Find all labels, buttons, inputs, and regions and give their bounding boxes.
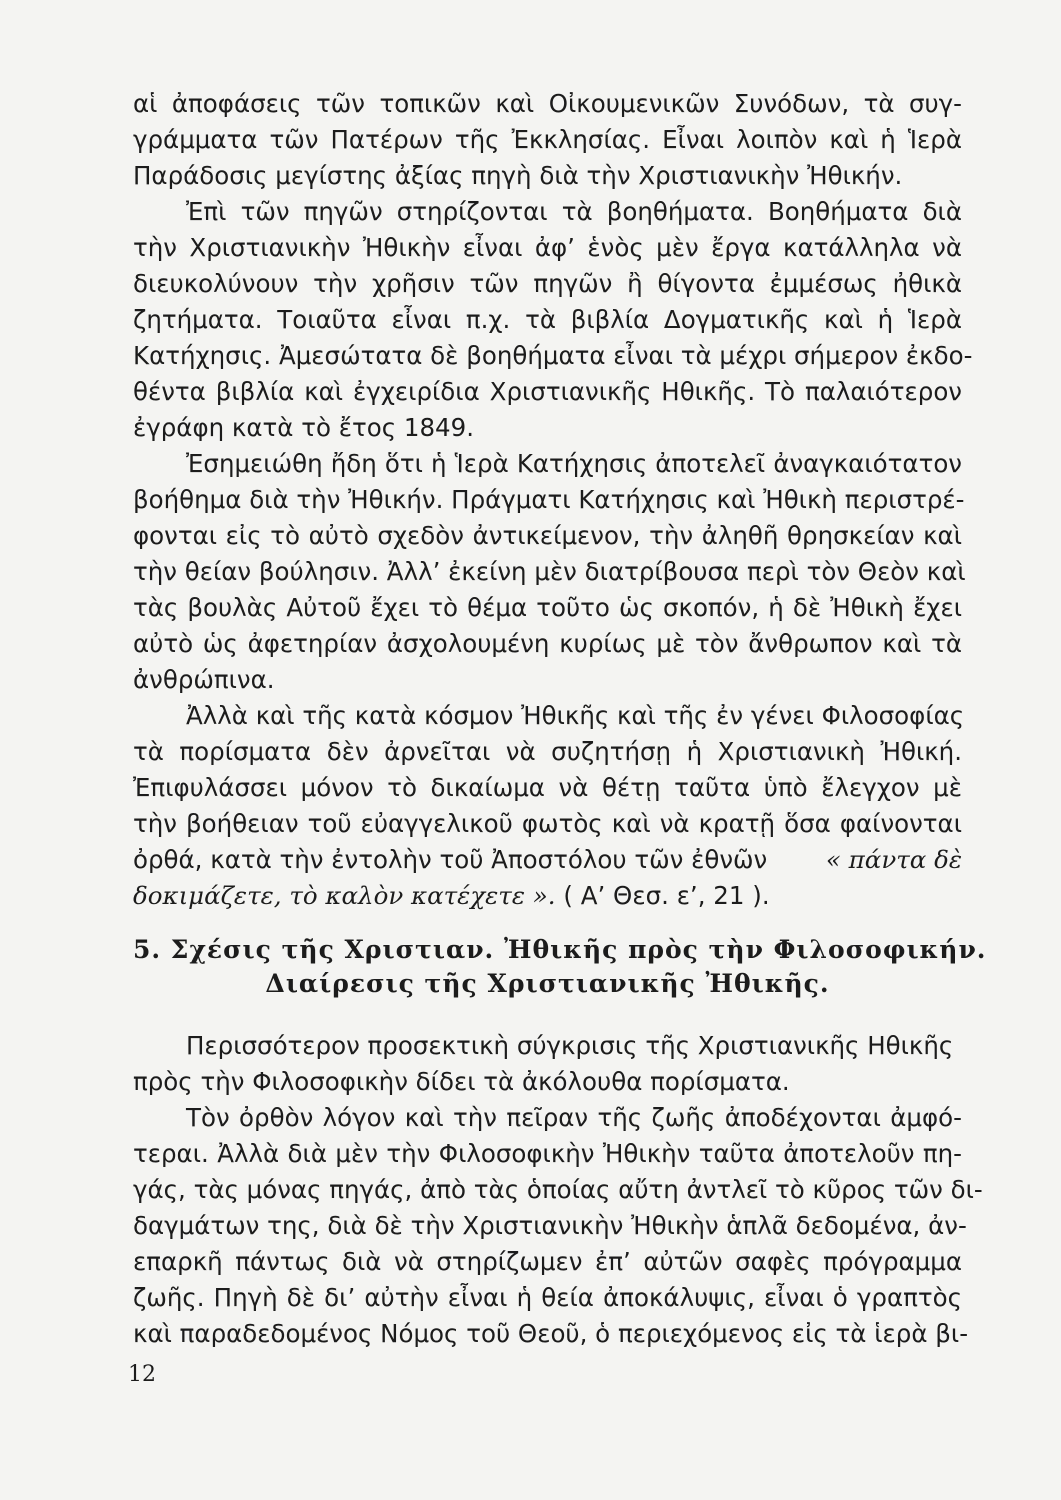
text-line: τὰ πορίσματα δὲν ἀρνεῖται νὰ συζητήσῃ ἡ Χριστιανικὴ Ἠθική. [133,737,962,766]
text-line: γράμματα τῶν Πατέρων τῆς Ἐκκλησίας. Εἶναι λοιπὸν καὶ ἡ Ἱερὰ [133,125,962,154]
text-line: αὐτὸ ὡς ἀφετηρίαν ἀσχολουμένη κυρίως μὲ τὸν ἄνθρωπον καὶ τὰ [133,629,962,658]
text-run: ὀρθά, κατὰ τὴν ἐντολὴν τοῦ Ἀποστόλου τῶν ἐθνῶν [133,845,768,874]
text-line: βοήθημα διὰ τὴν Ἠθικήν. Πράγματι Κατήχησις καὶ Ἠθικὴ περιστρέ- [133,485,965,514]
text-line: τὰς βουλὰς Αὐτοῦ ἔχει τὸ θέμα τοῦτο ὡς σκοπόν, ἡ δὲ Ἠθικὴ ἔχει [133,593,962,622]
text-line: Ἐπιφυλάσσει μόνον τὸ δικαίωμα νὰ θέτῃ ταῦτα ὑπὸ ἔλεγχον μὲ [133,773,962,802]
text-line: δαγμάτων της, διὰ δὲ τὴν Χριστιανικὴν Ἠθικὴν ἁπλᾶ δεδομένα, ἀν- [133,1211,967,1240]
text-line: Ἀλλὰ καὶ τῆς κατὰ κόσμον Ἠθικῆς καὶ τῆς ἐν γένει Φιλοσοφίας [186,701,965,730]
quotation-italic: « πάντα δὲ [825,845,962,874]
quotation-italic: δοκιμάζετε, τὸ καλὸν κατέχετε ». [133,881,556,910]
text-line: επαρκῆ πάντως διὰ νὰ στηρίζωμεν ἐπ’ αὐτῶν σαφὲς πρόγραμμα [133,1247,962,1276]
text-line: διευκολύνουν τὴν χρῆσιν τῶν πηγῶν ἢ θίγοντα ἐμμέσως ἠθικὰ [133,269,962,298]
text-line: Ἐσημειώθη ἤδη ὅτι ἡ Ἱερὰ Κατήχησις ἀποτελεῖ ἀναγκαιότατον [186,449,962,478]
text-line: ἀνθρώπινα. [133,665,275,694]
section-heading: Διαίρεσις τῆς Χριστιανικῆς Ἠθικῆς. [265,969,830,998]
section-heading: 5. Σχέσις τῆς Χριστιαν. Ἠθικῆς πρὸς τὴν Φιλοσοφικήν. [133,935,987,964]
text-line: Κατήχησις. Ἀμεσώτατα δὲ βοηθήματα εἶναι τὰ μέχρι σήμερον ἐκδο- [133,341,973,370]
text-line: ζητήματα. Τοιαῦτα εἶναι π.χ. τὰ βιβλία Δογματικῆς καὶ ἡ Ἱερὰ [133,305,962,334]
text-line [133,878,962,914]
text-line: πρὸς τὴν Φιλοσοφικὴν δίδει τὰ ἀκόλουθα πορίσματα. [133,1067,790,1096]
text-line: καὶ παραδεδομένος Νόμος τοῦ Θεοῦ, ὁ περιεχόμενος εἰς τὰ ἱερὰ βι- [133,1319,969,1348]
text-line: ζωῆς. Πηγὴ δὲ δι’ αὐτὴν εἶναι ἡ θεία ἀποκάλυψις, εἶναι ὁ γραπτὸς [133,1283,962,1312]
text-line: ἐγράφη κατὰ τὸ ἔτος 1849. [133,413,475,442]
text-line: Ἐπὶ τῶν πηγῶν στηρίζονται τὰ βοηθήματα. Βοηθήματα διὰ [186,197,962,226]
text-line: τὴν θείαν βούλησιν. Ἀλλ’ ἐκείνη μὲν διατρίβουσα περὶ τὸν Θεὸν καὶ [133,557,966,586]
text-line: Περισσότερον προσεκτικὴ σύγκρισις τῆς Χριστιανικῆς Ηθικῆς [186,1031,954,1060]
text-line: τὴν Χριστιανικὴν Ἠθικὴν εἶναι ἀφ’ ἑνὸς μὲν ἔργα κατάλληλα νὰ [133,233,962,262]
text-line: αἱ ἀποφάσεις τῶν τοπικῶν καὶ Οἰκουμενικῶν Συνόδων, τὰ συγ- [133,89,962,118]
text-line: θέντα βιβλία καὶ ἐγχειρίδια Χριστιανικῆς Ηθικῆς. Τὸ παλαιότερον [133,377,962,406]
citation: ( Α’ Θεσ. ε’, 21 ). [563,881,770,910]
text-line: Τὸν ὀρθὸν λόγον καὶ τὴν πεῖραν τῆς ζωῆς ἀποδέχονται ἀμφό- [186,1103,962,1132]
text-line: τὴν βοήθειαν τοῦ εὐαγγελικοῦ φωτὸς καὶ νὰ κρατῇ ὅσα φαίνονται [133,809,962,838]
text-line: γάς, τὰς μόνας πηγάς, ἀπὸ τὰς ὁποίας αὔτη ἀντλεῖ τὸ κῦρος τῶν δι- [133,1175,983,1204]
text-line: φονται εἰς τὸ αὐτὸ σχεδὸν ἀντικείμενον, τὴν ἀληθῆ θρησκείαν καὶ [133,521,962,550]
text-line [133,842,962,878]
text-line: τεραι. Ἀλλὰ διὰ μὲν τὴν Φιλοσοφικὴν Ἠθικὴν ταῦτα ἀποτελοῦν πη- [133,1139,962,1168]
page-number: 12 [128,1362,156,1387]
text-line: Παράδοσις μεγίστης ἀξίας πηγὴ διὰ τὴν Χριστιανικὴν Ἠθικήν. [133,161,903,190]
